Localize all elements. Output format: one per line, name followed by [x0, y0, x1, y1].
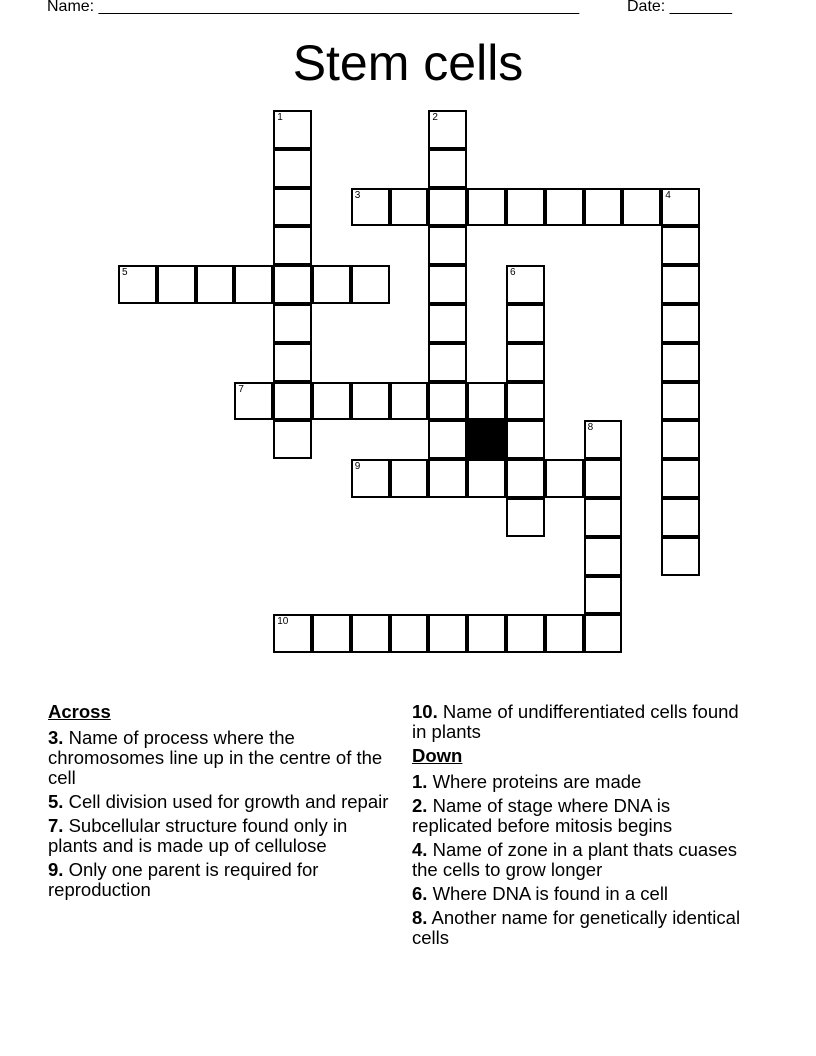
clue-number-label: 2 [432, 112, 438, 123]
clue-text: Subcellular structure found only in plants and is made up of cellulose [48, 815, 348, 856]
grid-cell[interactable] [506, 498, 545, 537]
down-heading: Down [412, 745, 463, 766]
clue-number: 5. [48, 791, 64, 812]
grid-cell[interactable] [661, 537, 700, 576]
clue-number-label: 3 [354, 189, 361, 201]
grid-cell[interactable] [467, 188, 506, 227]
grid-cell[interactable] [506, 382, 545, 421]
clue-number: 9. [48, 859, 64, 880]
clues-left-column [48, 702, 398, 904]
page-title: Stem cells [292, 35, 524, 91]
grid-cell[interactable] [273, 343, 312, 382]
grid-cell[interactable] [273, 420, 312, 459]
down-clue-2 [412, 796, 742, 836]
grid-cell[interactable] [428, 382, 467, 421]
grid-cell[interactable] [661, 498, 700, 537]
grid-cell[interactable] [312, 265, 351, 304]
clue-number-label: 1 [277, 112, 283, 123]
grid-cell[interactable] [545, 188, 584, 227]
down-clue-6 [412, 884, 742, 904]
grid-cell[interactable] [506, 188, 545, 227]
grid-cell[interactable] [506, 265, 545, 304]
grid-cell[interactable] [545, 459, 584, 498]
grid-cell[interactable] [584, 420, 623, 459]
date-field-label[interactable]: Date: _______ [627, 0, 732, 15]
grid-cell[interactable] [584, 188, 623, 227]
across-clue-5 [48, 792, 398, 812]
clue-number: 2. [412, 795, 428, 816]
grid-cell[interactable] [273, 382, 312, 421]
grid-cell[interactable] [273, 265, 312, 304]
across-clue-3 [48, 728, 398, 788]
grid-cell[interactable] [622, 188, 661, 227]
grid-cell[interactable] [467, 614, 506, 653]
grid-cell[interactable] [506, 459, 545, 498]
grid-cell[interactable] [428, 304, 467, 343]
grid-cell[interactable] [428, 420, 467, 459]
name-field-label[interactable]: Name: ______________________________________________________ [47, 0, 580, 15]
grid-cell[interactable] [661, 188, 700, 227]
grid-cell[interactable] [273, 149, 312, 188]
clue-number-label: 8 [587, 422, 594, 434]
clue-number-label: 5 [122, 267, 128, 279]
clue-number: 4. [412, 839, 428, 860]
clue-text: Name of undifferentiated cells found in plants [412, 701, 739, 742]
clues-right-column [412, 702, 742, 952]
clue-text: Where proteins are made [427, 771, 642, 792]
down-clue-8 [412, 908, 742, 948]
grid-cell[interactable] [661, 382, 700, 421]
grid-cell[interactable] [428, 188, 467, 227]
grid-cell[interactable] [428, 343, 467, 382]
grid-cell[interactable] [351, 265, 390, 304]
grid-cell[interactable] [273, 226, 312, 265]
grid-cell[interactable] [584, 614, 623, 653]
clue-text: Only one parent is required for reproduction [48, 859, 319, 900]
grid-cell[interactable] [351, 459, 390, 498]
grid-cell[interactable] [428, 110, 467, 149]
clue-number-label: 4 [665, 189, 671, 201]
grid-cell[interactable] [351, 614, 390, 653]
grid-cell[interactable] [390, 614, 429, 653]
clue-text: Name of stage where DNA is replicated before mitosis begins [412, 795, 673, 836]
grid-cell[interactable] [467, 459, 506, 498]
clue-number: 10. [412, 701, 438, 722]
grid-cell[interactable] [506, 343, 545, 382]
grid-cell[interactable] [312, 382, 351, 421]
across-clue-9 [48, 860, 398, 900]
grid-cell[interactable] [661, 420, 700, 459]
grid-cell[interactable] [351, 188, 390, 227]
clue-number: 3. [48, 727, 64, 748]
across-heading: Across [48, 701, 111, 722]
grid-cell[interactable] [506, 420, 545, 459]
grid-cell[interactable] [390, 188, 429, 227]
grid-cell[interactable] [351, 382, 390, 421]
grid-cell[interactable] [661, 459, 700, 498]
grid-cell[interactable] [234, 382, 273, 421]
grid-cell[interactable] [196, 265, 235, 304]
black-cell [467, 420, 506, 459]
across-clue-7 [48, 816, 398, 856]
grid-cell[interactable] [428, 459, 467, 498]
down-clue-1 [412, 772, 742, 792]
clue-text: Name of process where the chromosomes line up in the centre of the cell [48, 727, 383, 788]
grid-cell[interactable] [584, 498, 623, 537]
clue-number-label: 6 [510, 267, 516, 279]
clue-number-label: 7 [238, 383, 244, 395]
clue-number: 1. [412, 771, 428, 792]
clue-text: Name of zone in a plant thats cuases the cells to grow longer [412, 839, 737, 880]
grid-cell[interactable] [273, 304, 312, 343]
clue-number: 7. [48, 815, 64, 836]
worksheet-header [47, 0, 732, 16]
grid-cell[interactable] [661, 343, 700, 382]
clue-number-label: 10 [277, 616, 289, 628]
clue-number: 6. [412, 883, 428, 904]
down-clue-4 [412, 840, 742, 880]
across-clue-10 [412, 702, 742, 742]
grid-cell[interactable] [157, 265, 196, 304]
grid-cell[interactable] [390, 382, 429, 421]
grid-cell[interactable] [428, 226, 467, 265]
grid-cell[interactable] [273, 614, 312, 653]
grid-cell[interactable] [234, 265, 273, 304]
grid-cell[interactable] [428, 265, 467, 304]
grid-cell[interactable] [506, 304, 545, 343]
grid-cell[interactable] [661, 265, 700, 304]
grid-cell[interactable] [428, 614, 467, 653]
grid-cell[interactable] [312, 614, 351, 653]
grid-cell[interactable] [584, 576, 623, 615]
clue-text: Cell division used for growth and repair [63, 791, 389, 812]
grid-cell[interactable] [584, 537, 623, 576]
grid-cell[interactable] [661, 304, 700, 343]
grid-cell[interactable] [467, 382, 506, 421]
grid-cell[interactable] [506, 614, 545, 653]
grid-cell[interactable] [584, 459, 623, 498]
grid-cell[interactable] [428, 149, 467, 188]
clue-number-label: 9 [354, 461, 361, 473]
grid-cell[interactable] [273, 188, 312, 227]
grid-cell[interactable] [273, 110, 312, 149]
grid-cell[interactable] [545, 614, 584, 653]
clue-text: Another name for genetically identical cells [412, 907, 741, 948]
grid-cell[interactable] [118, 265, 157, 304]
grid-cell[interactable] [661, 226, 700, 265]
grid-cell[interactable] [390, 459, 429, 498]
clue-text: Where DNA is found in a cell [427, 883, 669, 904]
clue-number: 8. [412, 907, 428, 928]
